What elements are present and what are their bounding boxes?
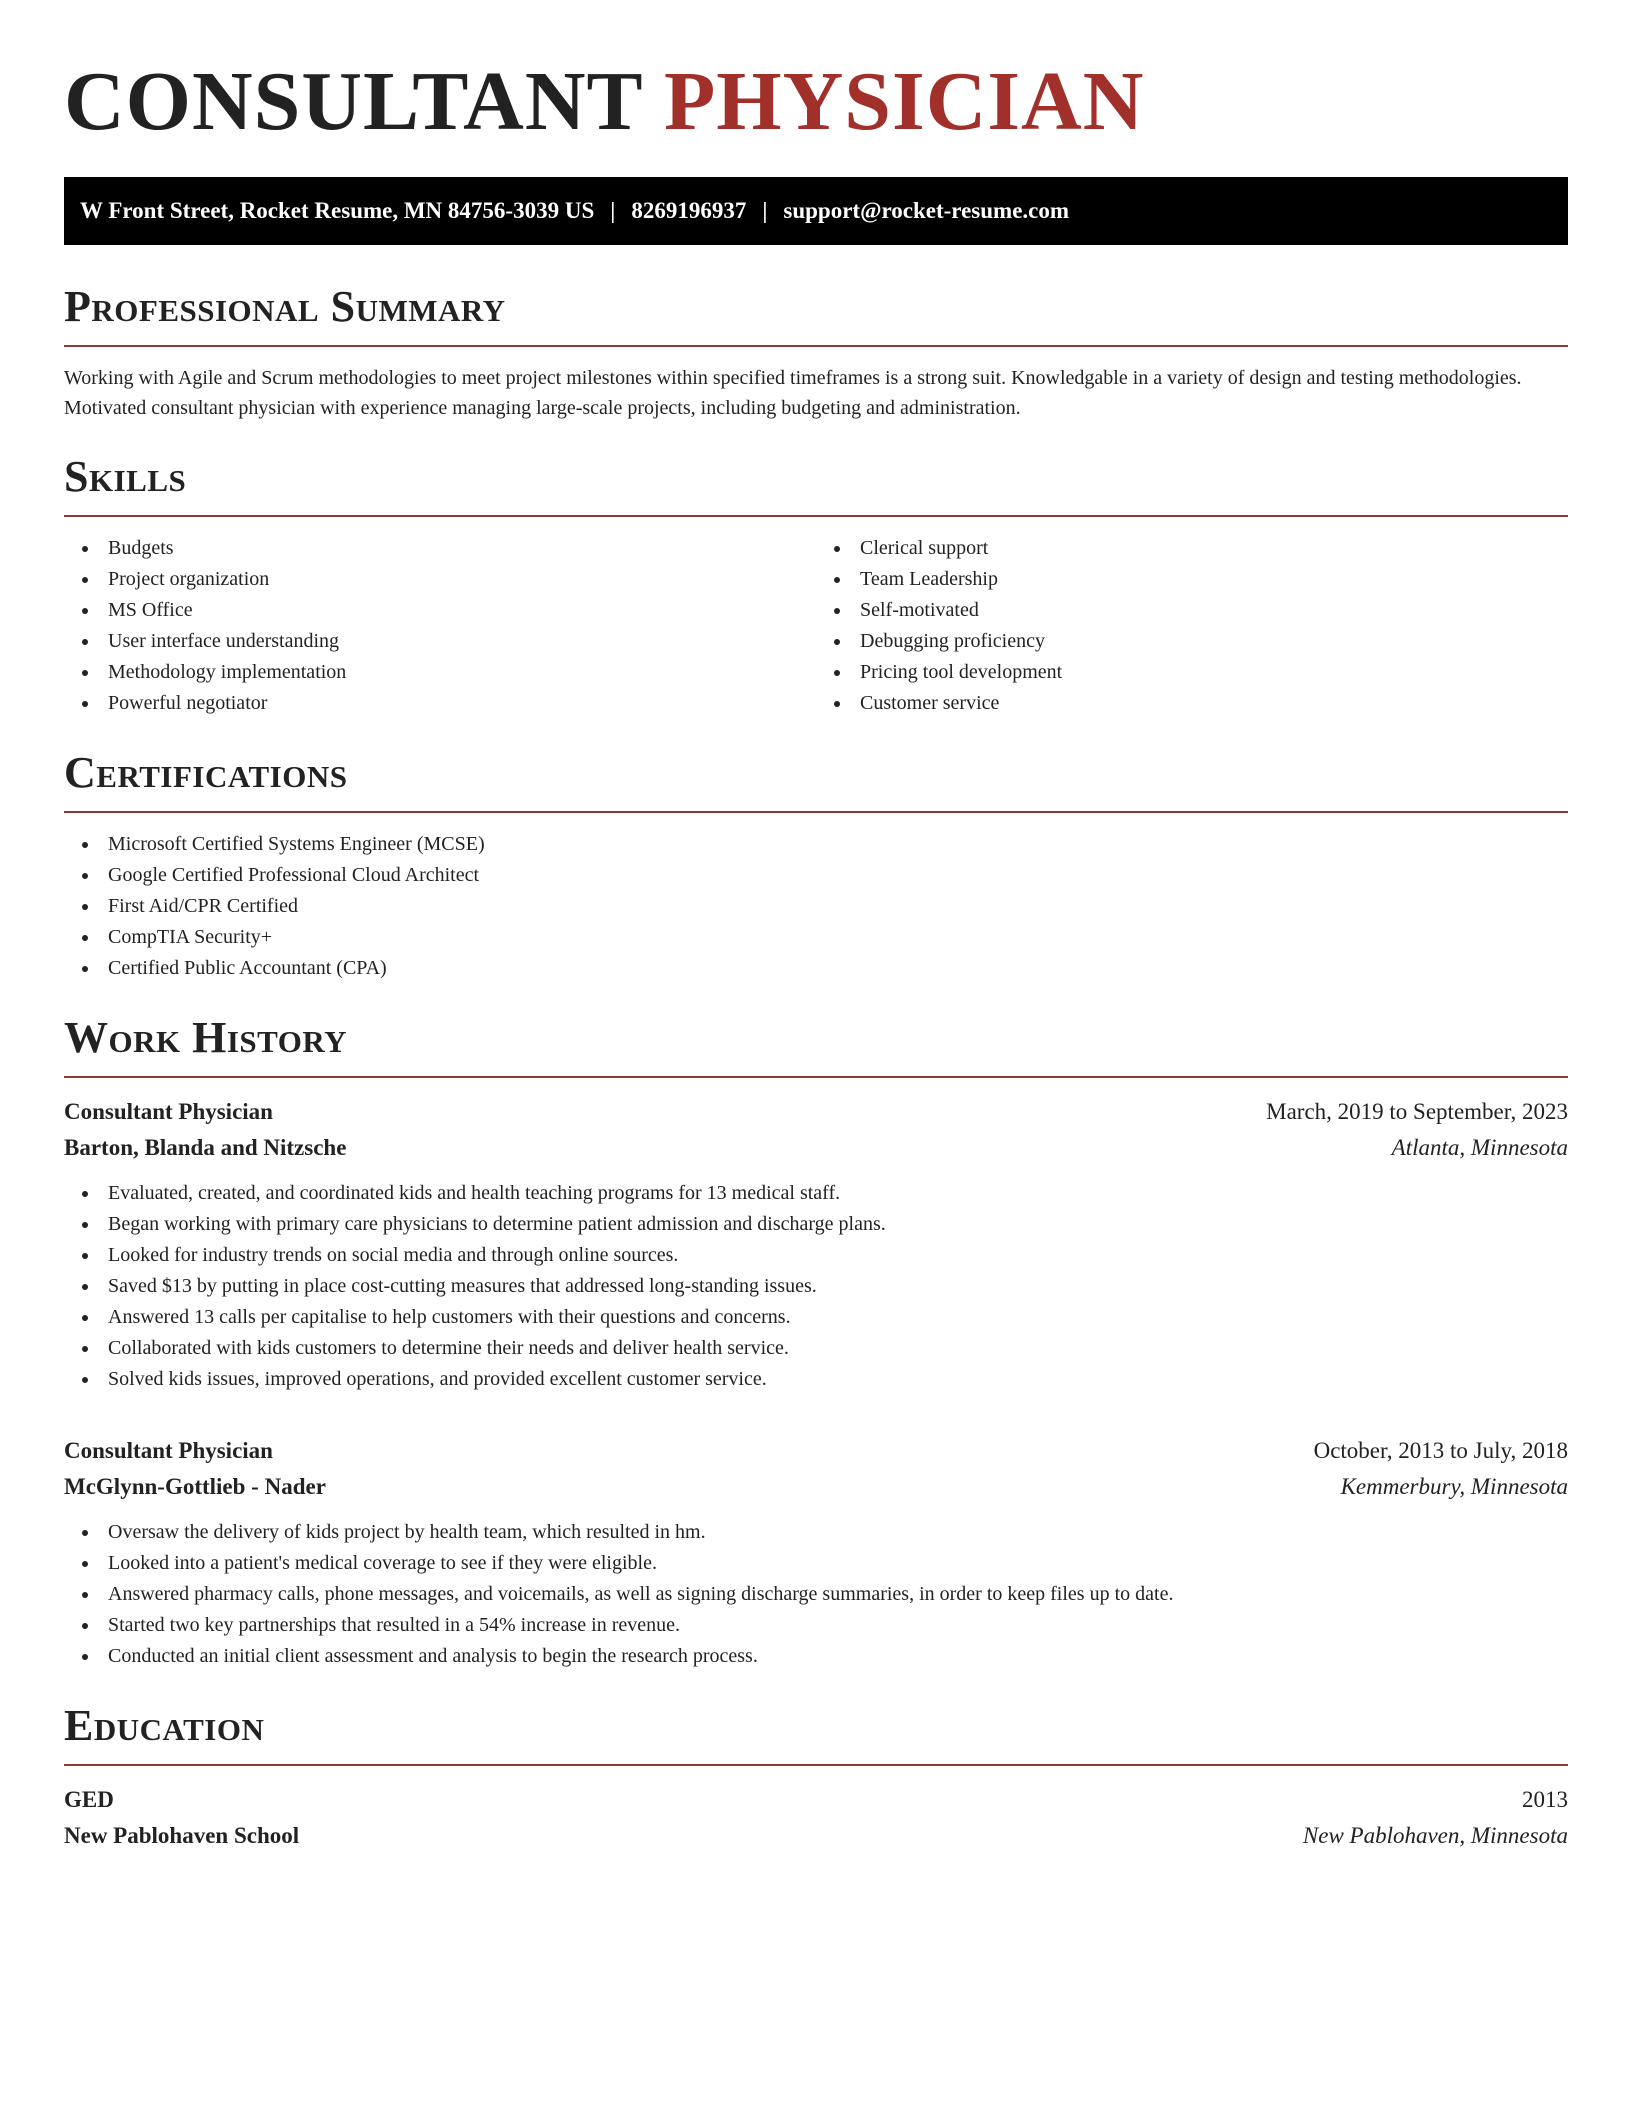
job-dates: October, 2013 to July, 2018 <box>1313 1438 1568 1463</box>
skill-item: User interface understanding <box>64 626 816 657</box>
skill-item: Customer service <box>816 688 1568 719</box>
job-bullet: Solved kids issues, improved operations, and provided excellent customer service. <box>64 1364 1568 1395</box>
job-bullet: Oversaw the delivery of kids project by health team, which resulted in hm. <box>64 1517 1568 1548</box>
skill-item: MS Office <box>64 595 816 626</box>
job-location: Atlanta, Minnesota <box>1391 1135 1568 1160</box>
contact-email: support@rocket-resume.com <box>783 198 1070 223</box>
education-heading: Education <box>64 1701 265 1750</box>
job-role: Consultant Physician <box>64 1099 273 1124</box>
job-bullet: Conducted an initial client assessment and analysis to begin the research process. <box>64 1641 1568 1672</box>
skills-grid <box>64 533 1568 719</box>
job-bullets <box>64 1178 1568 1395</box>
education-section <box>64 1700 1568 1854</box>
skills-heading: Skills <box>64 452 187 501</box>
summary-section <box>64 281 1568 423</box>
skills-column-left <box>64 533 816 719</box>
job-location: Kemmerbury, Minnesota <box>1340 1474 1568 1499</box>
skill-item: Clerical support <box>816 533 1568 564</box>
summary-heading: Professional Summary <box>64 282 506 331</box>
skill-item: Powerful negotiator <box>64 688 816 719</box>
job-bullet: Saved $13 by putting in place cost-cutting measures that addressed long-standing issues. <box>64 1271 1568 1302</box>
education-location: New Pablohaven, Minnesota <box>1302 1823 1568 1848</box>
skill-item: Team Leadership <box>816 564 1568 595</box>
name-first: CONSULTANT <box>64 55 642 148</box>
job-entry <box>64 1433 1568 1672</box>
certification-item: CompTIA Security+ <box>64 922 1568 953</box>
education-degree: GED <box>64 1787 114 1812</box>
job-bullet: Answered 13 calls per capitalise to help customers with their questions and concerns. <box>64 1302 1568 1333</box>
job-entry <box>64 1094 1568 1395</box>
job-bullet: Evaluated, created, and coordinated kids and health teaching programs for 13 medical staff. <box>64 1178 1568 1209</box>
certification-item: First Aid/CPR Certified <box>64 891 1568 922</box>
work-history-section <box>64 1012 1568 1672</box>
section-divider <box>64 515 1568 517</box>
certification-item: Certified Public Accountant (CPA) <box>64 953 1568 984</box>
job-header-row <box>64 1433 1568 1469</box>
certification-item: Google Certified Professional Cloud Architect <box>64 860 1568 891</box>
skill-item: Budgets <box>64 533 816 564</box>
skills-column-right <box>816 533 1568 719</box>
work-history-heading: Work History <box>64 1013 348 1062</box>
job-bullets <box>64 1517 1568 1672</box>
job-bullet: Looked for industry trends on social media and through online sources. <box>64 1240 1568 1271</box>
education-school: New Pablohaven School <box>64 1823 300 1848</box>
resume-name <box>64 56 1568 148</box>
education-entry <box>64 1782 1568 1854</box>
certifications-heading: Certifications <box>64 748 348 797</box>
job-company: Barton, Blanda and Nitzsche <box>64 1135 347 1160</box>
certifications-section <box>64 747 1568 984</box>
job-company: McGlynn-Gottlieb - Nader <box>64 1474 326 1499</box>
job-role: Consultant Physician <box>64 1438 273 1463</box>
contact-bar <box>64 177 1568 245</box>
contact-separator: | <box>762 198 768 223</box>
certification-item: Microsoft Certified Systems Engineer (MCSE) <box>64 829 1568 860</box>
skill-item: Project organization <box>64 564 816 595</box>
skills-list-right <box>816 533 1568 719</box>
job-bullet: Answered pharmacy calls, phone messages, and voicemails, as well as signing discharge summaries, in order to keep files up to date. <box>64 1579 1568 1610</box>
job-bullet: Collaborated with kids customers to determine their needs and deliver health service. <box>64 1333 1568 1364</box>
education-year: 2013 <box>1522 1787 1568 1812</box>
contact-separator: | <box>610 198 616 223</box>
certifications-list <box>64 829 1568 984</box>
skill-item: Pricing tool development <box>816 657 1568 688</box>
summary-text: Working with Agile and Scrum methodologies to meet project milestones within specified timeframes is a strong suit. Knowledgable in a variety of design and testing methodologies. Motivated consultant physician with experience managing large-scale projects, including budgeting and administration. <box>64 367 1522 419</box>
contact-phone: 8269196937 <box>631 198 747 223</box>
section-divider <box>64 1764 1568 1766</box>
skills-section <box>64 451 1568 719</box>
contact-address: W Front Street, Rocket Resume, MN 84756-3039 US <box>80 198 595 223</box>
job-bullet: Looked into a patient's medical coverage to see if they were eligible. <box>64 1548 1568 1579</box>
skill-item: Self-motivated <box>816 595 1568 626</box>
skill-item: Methodology implementation <box>64 657 816 688</box>
skills-list-left <box>64 533 816 719</box>
job-company-row <box>64 1469 1568 1505</box>
job-bullet: Started two key partnerships that resulted in a 54% increase in revenue. <box>64 1610 1568 1641</box>
education-header-row <box>64 1782 1568 1818</box>
section-divider <box>64 1076 1568 1078</box>
section-divider <box>64 345 1568 347</box>
section-divider <box>64 811 1568 813</box>
job-company-row <box>64 1130 1568 1166</box>
job-dates: March, 2019 to September, 2023 <box>1266 1099 1568 1124</box>
education-school-row <box>64 1818 1568 1854</box>
job-header-row <box>64 1094 1568 1130</box>
skill-item: Debugging proficiency <box>816 626 1568 657</box>
job-bullet: Began working with primary care physicians to determine patient admission and discharge plans. <box>64 1209 1568 1240</box>
name-last: PHYSICIAN <box>663 55 1145 148</box>
